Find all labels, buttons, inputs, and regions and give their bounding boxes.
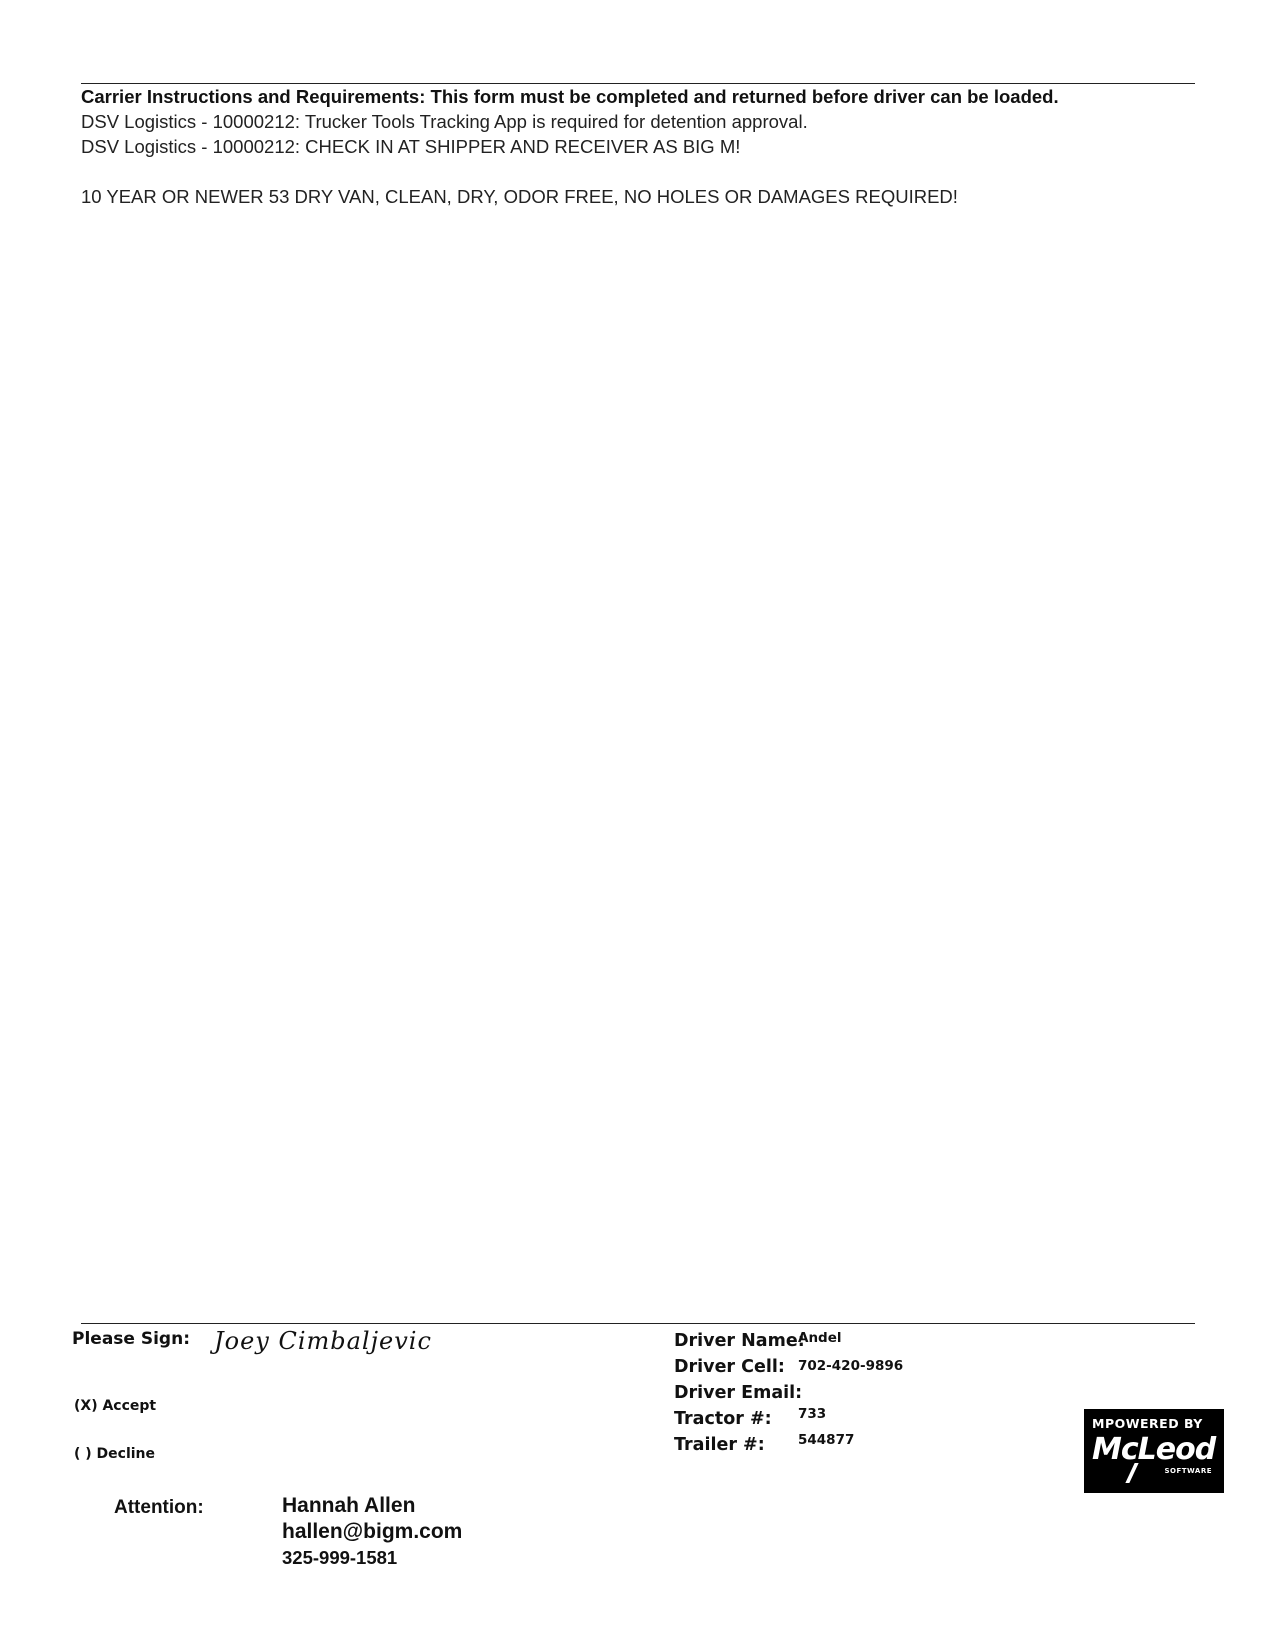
instructions-heading: Carrier Instructions and Requirements: This form must be completed and returned before driver can be loaded. xyxy=(81,86,1059,107)
instruction-line: DSV Logistics - 10000212: Trucker Tools Tracking App is required for detention approval. xyxy=(81,111,808,132)
contact-email[interactable]: hallen@bigm.com xyxy=(282,1520,463,1543)
tractor-field[interactable]: 733 xyxy=(798,1406,827,1422)
logo-brand: McLeod xyxy=(1092,1432,1216,1467)
attention-label: Attention: xyxy=(114,1497,204,1518)
instruction-line: 10 YEAR OR NEWER 53 DRY VAN, CLEAN, DRY, ODOR FREE, NO HOLES OR DAMAGES REQUIRED! xyxy=(81,186,958,207)
trailer-label: Trailer #: xyxy=(674,1435,765,1455)
trailer-field[interactable]: 544877 xyxy=(798,1432,855,1448)
carrier-instructions xyxy=(81,84,1201,209)
accept-option[interactable]: (X) Accept xyxy=(74,1398,157,1414)
decline-option[interactable]: ( ) Decline xyxy=(74,1446,156,1462)
blank-line xyxy=(81,159,1201,184)
tractor-label: Tractor #: xyxy=(674,1409,772,1429)
instruction-line: DSV Logistics - 10000212: CHECK IN AT SHIPPER AND RECEIVER AS BIG M! xyxy=(81,136,741,157)
driver-cell-label: Driver Cell: xyxy=(674,1357,785,1377)
contact-phone: 325-999-1581 xyxy=(282,1547,398,1568)
attention-contact xyxy=(282,1493,462,1571)
logo-subtitle: SOFTWARE xyxy=(1164,1467,1212,1475)
signature-field[interactable]: Joey Cimbaljevic xyxy=(214,1327,432,1355)
driver-name-label: Driver Name: xyxy=(674,1331,805,1351)
mcleod-logo xyxy=(1084,1409,1224,1493)
bottom-divider xyxy=(81,1323,1195,1324)
driver-cell-field[interactable]: 702-420-9896 xyxy=(798,1358,904,1374)
driver-email-label: Driver Email: xyxy=(674,1383,803,1403)
contact-name: Hannah Allen xyxy=(282,1494,416,1517)
driver-name-field[interactable]: Andel xyxy=(798,1330,842,1346)
logo-tagline: MPOWERED BY xyxy=(1092,1416,1203,1431)
sign-label: Please Sign: xyxy=(72,1329,190,1349)
